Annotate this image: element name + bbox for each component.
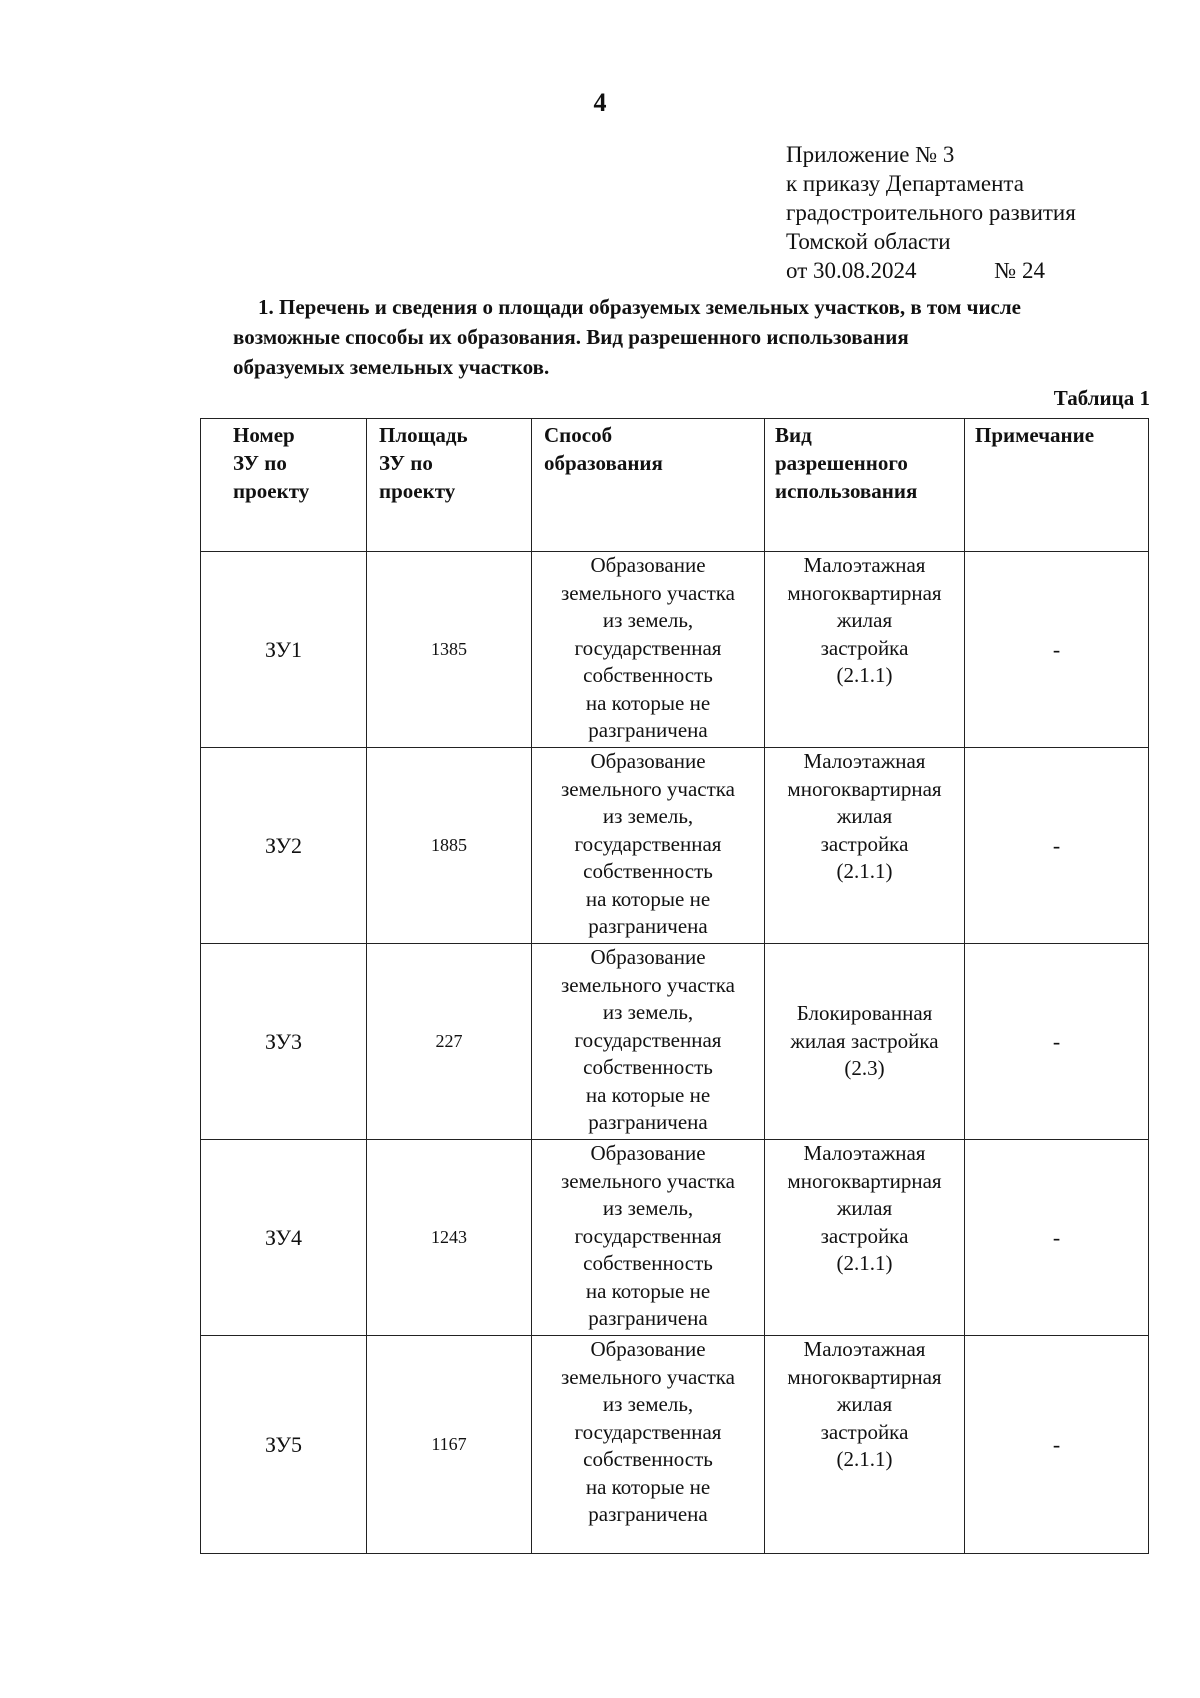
note-cell: - xyxy=(965,944,1149,1140)
appendix-line-4: Томской области xyxy=(786,229,951,254)
section-heading xyxy=(233,292,1153,382)
header-permitted-use: Вид разрешенного использования xyxy=(765,419,965,552)
appendix-line-1: Приложение № 3 xyxy=(786,142,955,167)
table-row xyxy=(201,552,1149,748)
method-cell: Образование земельного участка из земель, государственная собственность на которые не разграничена xyxy=(532,1336,765,1554)
header-method: Способ образования xyxy=(532,419,765,552)
area-cell: 1385 xyxy=(367,552,532,748)
table-header-row xyxy=(201,419,1149,552)
table-row xyxy=(201,748,1149,944)
land-plots-table xyxy=(200,418,1149,1554)
area-cell: 1885 xyxy=(367,748,532,944)
area-cell: 227 xyxy=(367,944,532,1140)
zu-number-cell: ЗУ1 xyxy=(201,552,367,748)
table-row xyxy=(201,1336,1149,1554)
permitted-use-cell: Малоэтажная многоквартирная жилая застройка (2.1.1) xyxy=(765,1336,965,1554)
note-cell: - xyxy=(965,552,1149,748)
zu-number-cell: ЗУ5 xyxy=(201,1336,367,1554)
table-caption: Таблица 1 xyxy=(1053,386,1150,410)
zu-number-cell: ЗУ2 xyxy=(201,748,367,944)
permitted-use-cell: Блокированная жилая застройка (2.3) xyxy=(765,944,965,1140)
appendix-line-3: градостроительного развития xyxy=(786,200,1076,225)
method-cell: Образование земельного участка из земель, государственная собственность на которые не разграничена xyxy=(532,944,765,1140)
header-area: Площадь ЗУ по проекту xyxy=(367,419,532,552)
method-cell: Образование земельного участка из земель, государственная собственность на которые не разграничена xyxy=(532,1140,765,1336)
permitted-use-cell: Малоэтажная многоквартирная жилая застройка (2.1.1) xyxy=(765,552,965,748)
note-cell: - xyxy=(965,1140,1149,1336)
heading-line-3: образуемых земельных участков. xyxy=(233,355,550,379)
zu-number-cell: ЗУ3 xyxy=(201,944,367,1140)
area-cell: 1243 xyxy=(367,1140,532,1336)
method-cell: Образование земельного участка из земель, государственная собственность на которые не разграничена xyxy=(532,552,765,748)
order-date: 30.08.2024 xyxy=(813,258,917,283)
appendix-date-line xyxy=(786,256,1076,285)
header-zu-number: Номер ЗУ по проекту xyxy=(201,419,367,552)
permitted-use-cell: Малоэтажная многоквартирная жилая застройка (2.1.1) xyxy=(765,1140,965,1336)
table-row xyxy=(201,944,1149,1140)
area-cell: 1167 xyxy=(367,1336,532,1554)
permitted-use-cell: Малоэтажная многоквартирная жилая застройка (2.1.1) xyxy=(765,748,965,944)
zu-number-cell: ЗУ4 xyxy=(201,1140,367,1336)
appendix-block xyxy=(786,140,1076,285)
method-cell: Образование земельного участка из земель, государственная собственность на которые не разграничена xyxy=(532,748,765,944)
heading-line-2: возможные способы их образования. Вид разрешенного использования xyxy=(233,325,909,349)
note-cell: - xyxy=(965,1336,1149,1554)
table-row xyxy=(201,1140,1149,1336)
page-number: 4 xyxy=(593,88,607,117)
header-note: Примечание xyxy=(965,419,1149,552)
date-prefix: от xyxy=(786,258,808,283)
appendix-line-2: к приказу Департамента xyxy=(786,171,1024,196)
heading-line-1: 1. Перечень и сведения о площади образуемых земельных участков, в том числе xyxy=(258,295,1021,319)
note-cell: - xyxy=(965,748,1149,944)
order-number: № 24 xyxy=(994,258,1045,283)
